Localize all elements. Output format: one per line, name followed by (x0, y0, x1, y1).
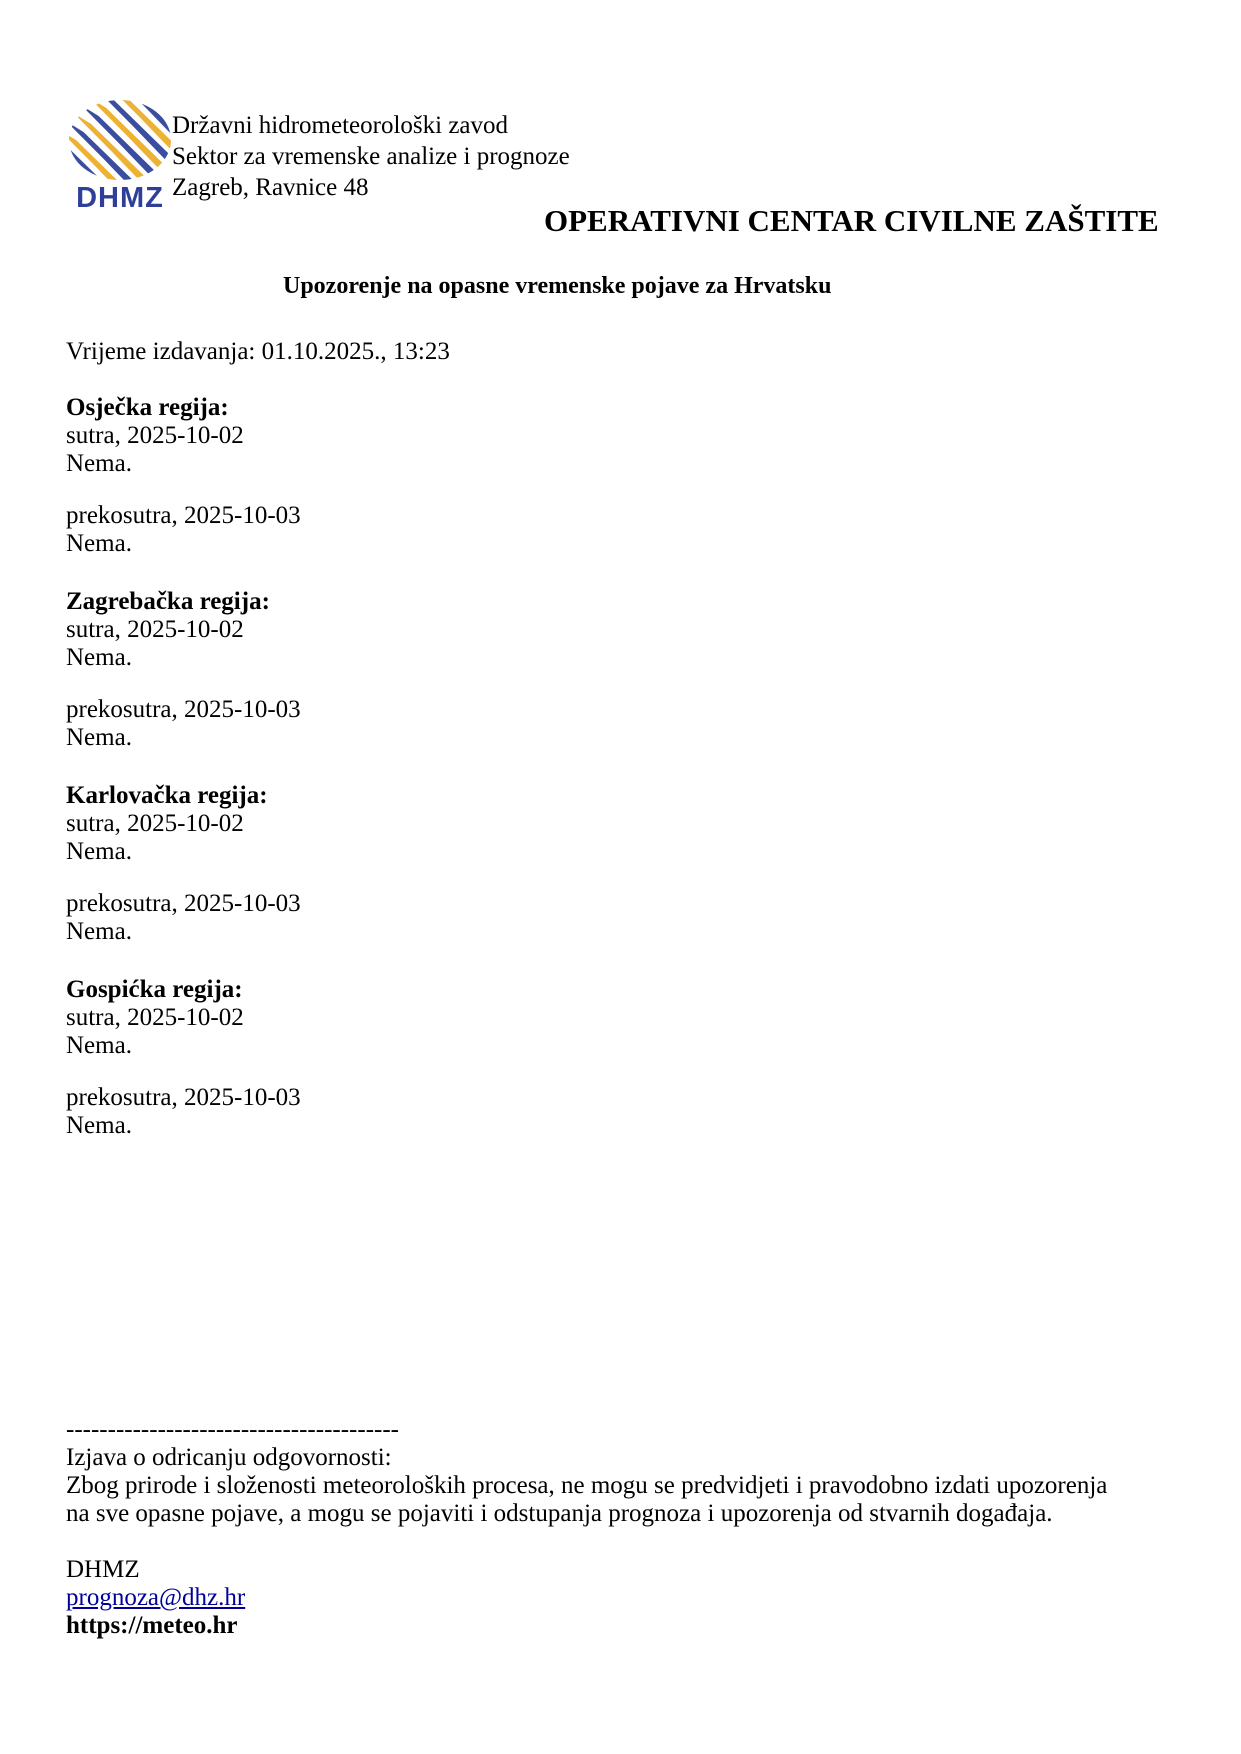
signature-text: DHMZ (66, 1556, 140, 1583)
region-title: Karlovačka regija: (66, 782, 268, 809)
forecast-status-line: Nema. (66, 450, 132, 477)
disclaimer-title: Izjava o odricanju odgovornosti: (66, 1444, 392, 1471)
disclaimer-line-1: Zbog prirode i složenosti meteoroloških procesa, ne mogu se predvidjeti i pravodobno izdati upozorenja (66, 1472, 1108, 1499)
forecast-status-line: Nema. (66, 724, 132, 751)
dhmz-logo (64, 100, 176, 213)
region-title: Zagrebačka regija: (66, 588, 270, 615)
forecast-day-line: prekosutra, 2025-10-03 (66, 502, 301, 529)
forecast-day-line: prekosutra, 2025-10-03 (66, 696, 301, 723)
org-address-line: Zagreb, Ravnice 48 (172, 174, 369, 201)
region-title: Gospićka regija: (66, 976, 243, 1003)
forecast-day-line: sutra, 2025-10-02 (66, 616, 244, 643)
issued-at-line: Vrijeme izdavanja: 01.10.2025., 13:23 (66, 338, 450, 365)
dhmz-globe-icon (67, 100, 173, 182)
forecast-body (66, 338, 450, 1140)
region-section-osjecka (66, 394, 450, 558)
org-name-line: Državni hidrometeorološki zavod (172, 112, 509, 139)
region-title: Osječka regija: (66, 394, 229, 421)
org-sector-line: Sektor za vremenske analize i prognoze (172, 143, 570, 170)
email-link[interactable]: prognoza@dhz.hr (66, 1584, 246, 1611)
forecast-status-line: Nema. (66, 838, 132, 865)
forecast-status-line: Nema. (66, 1112, 132, 1139)
divider-line: ---------------------------------------- (66, 1416, 400, 1443)
org-address-block (172, 110, 570, 203)
dhmz-logo-text: DHMZ (76, 182, 164, 214)
forecast-status-line: Nema. (66, 644, 132, 671)
operative-center-title: OPERATIVNI CENTAR CIVILNE ZAŠTITE (544, 203, 1159, 238)
website-link[interactable]: https://meteo.hr (66, 1612, 238, 1639)
forecast-day-line: prekosutra, 2025-10-03 (66, 890, 301, 917)
forecast-day-line: sutra, 2025-10-02 (66, 810, 244, 837)
forecast-status-line: Nema. (66, 530, 132, 557)
footer-block (66, 1416, 1107, 1640)
forecast-day-line: sutra, 2025-10-02 (66, 422, 244, 449)
region-section-gospicka (66, 976, 450, 1140)
disclaimer-line-2: na sve opasne pojave, a mogu se pojaviti i odstupanja prognoza i upozorenja od stvarnih događaja. (66, 1500, 1053, 1527)
forecast-day-line: prekosutra, 2025-10-03 (66, 1084, 301, 1111)
region-section-karlovacka (66, 782, 450, 946)
forecast-day-line: sutra, 2025-10-02 (66, 1004, 244, 1031)
forecast-status-line: Nema. (66, 918, 132, 945)
forecast-status-line: Nema. (66, 1032, 132, 1059)
region-section-zagrebacka (66, 588, 450, 752)
warning-subtitle: Upozorenje na opasne vremenske pojave za Hrvatsku (283, 273, 832, 299)
